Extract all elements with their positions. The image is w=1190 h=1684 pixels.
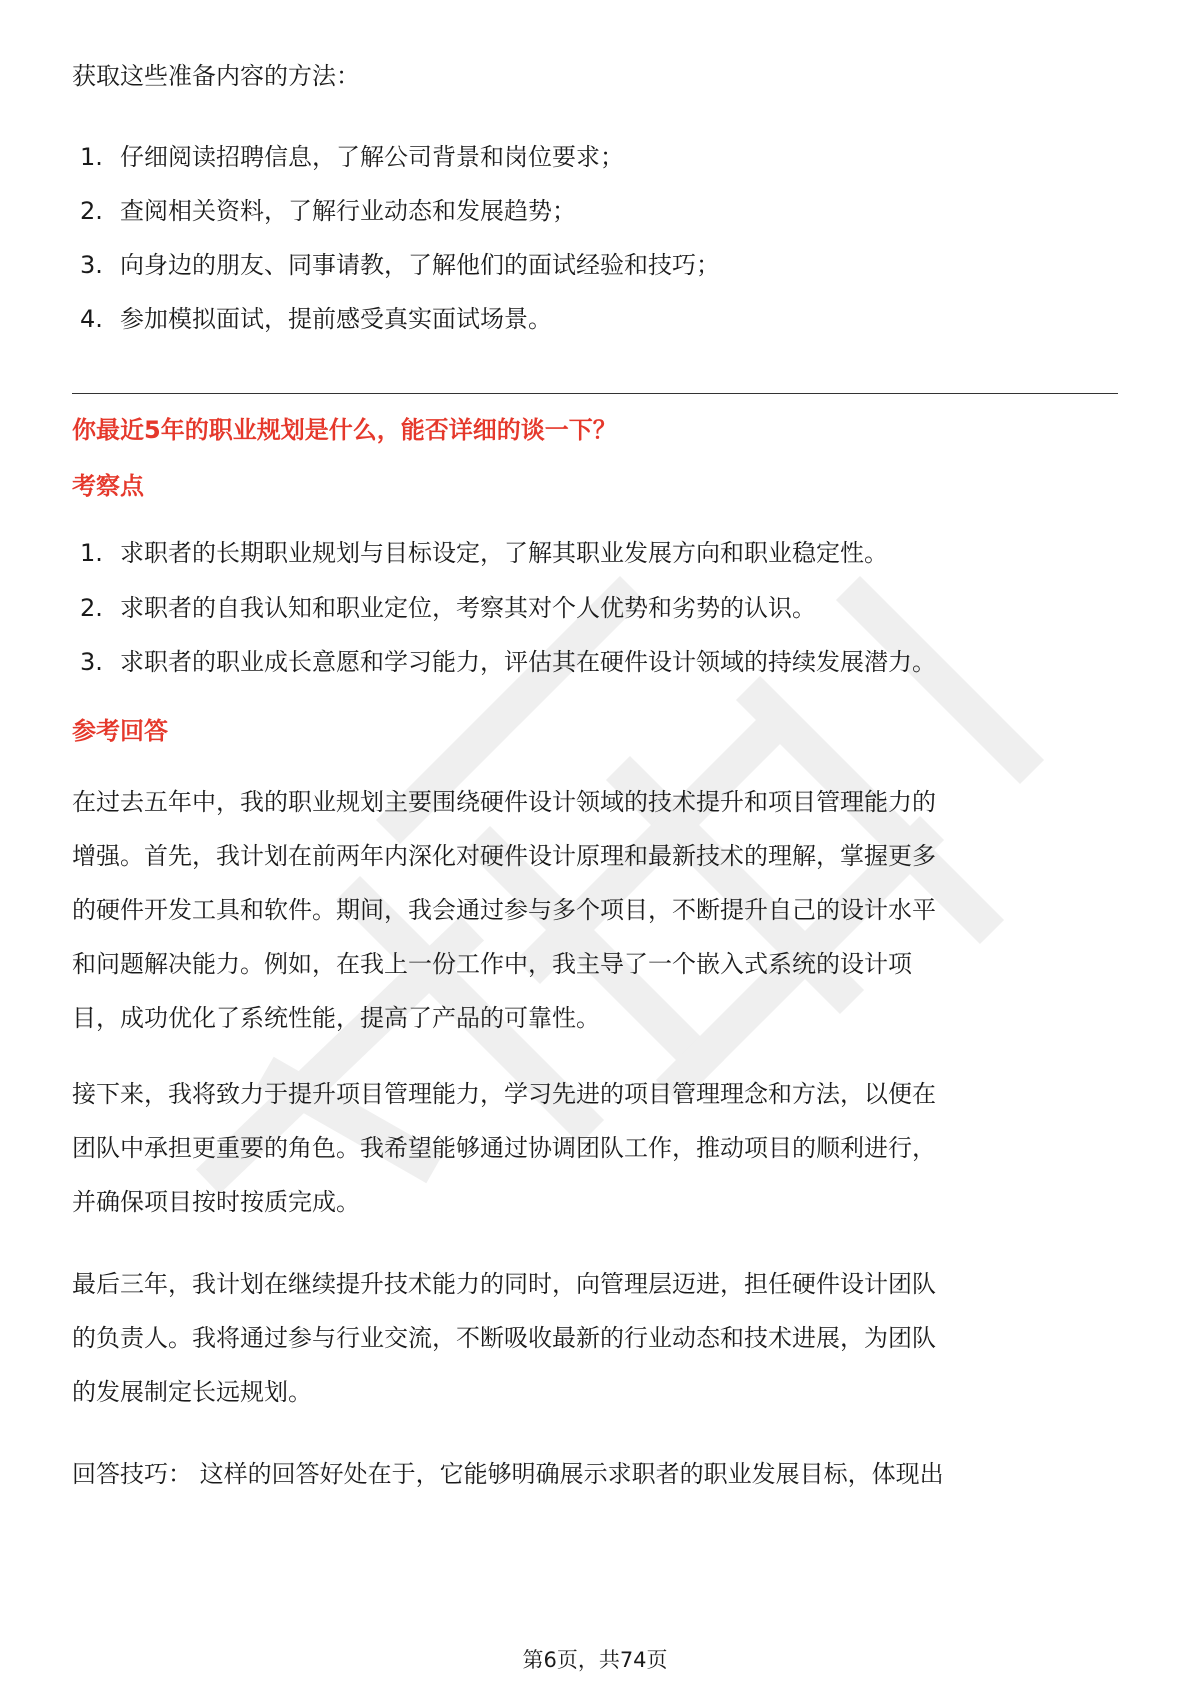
list-number: 3. xyxy=(80,648,103,676)
list-text: 向身边的朋友、同事请教，了解他们的面试经验和技巧； xyxy=(120,251,720,279)
section-divider xyxy=(72,393,1118,394)
list-item xyxy=(80,592,816,624)
answer-tip-line: 回答技巧： 这样的回答好处在于，它能够明确展示求职者的职业发展目标，体现出 xyxy=(72,1460,944,1488)
intro-heading: 获取这些准备内容的方法： xyxy=(72,62,360,90)
list-text: 求职者的自我认知和职业定位，考察其对个人优势和劣势的认识。 xyxy=(120,594,816,622)
list-number: 2. xyxy=(80,594,103,622)
paragraph-line: 在过去五年中，我的职业规划主要围绕硬件设计领域的技术提升和项目管理能力的 xyxy=(72,788,936,816)
list-item xyxy=(80,303,552,335)
list-number: 1. xyxy=(80,143,103,171)
paragraph-line: 并确保项目按时按质完成。 xyxy=(72,1188,360,1216)
list-item xyxy=(80,141,624,173)
answer-heading: 参考回答 xyxy=(72,717,168,745)
paragraph-line: 的发展制定长远规划。 xyxy=(72,1378,312,1406)
list-text: 求职者的职业成长意愿和学习能力，评估其在硬件设计领域的持续发展潜力。 xyxy=(120,648,936,676)
list-item xyxy=(80,249,720,281)
list-text: 参加模拟面试，提前感受真实面试场景。 xyxy=(120,305,552,333)
list-item xyxy=(80,537,888,569)
list-number: 1. xyxy=(80,539,103,567)
paragraph-line: 团队中承担更重要的角色。我希望能够通过协调团队工作，推动项目的顺利进行， xyxy=(72,1134,936,1162)
paragraph-line: 最后三年，我计划在继续提升技术能力的同时，向管理层迈进，担任硬件设计团队 xyxy=(72,1270,936,1298)
paragraph-line: 接下来，我将致力于提升项目管理能力，学习先进的项目管理理念和方法，以便在 xyxy=(72,1080,936,1108)
list-item xyxy=(80,646,936,678)
paragraph-line: 的负责人。我将通过参与行业交流，不断吸收最新的行业动态和技术进展，为团队 xyxy=(72,1324,936,1352)
list-number: 4. xyxy=(80,305,103,333)
list-text: 查阅相关资料，了解行业动态和发展趋势； xyxy=(120,197,576,225)
page-footer: 第6页，共74页 xyxy=(522,1648,668,1672)
list-number: 3. xyxy=(80,251,103,279)
paragraph-line: 和问题解决能力。例如，在我上一份工作中，我主导了一个嵌入式系统的设计项 xyxy=(72,950,912,978)
points-heading: 考察点 xyxy=(72,472,144,500)
paragraph-line: 目，成功优化了系统性能，提高了产品的可靠性。 xyxy=(72,1004,600,1032)
paragraph-line: 增强。首先，我计划在前两年内深化对硬件设计原理和最新技术的理解，掌握更多 xyxy=(72,842,936,870)
question-heading: 你最近5年的职业规划是什么，能否详细的谈一下？ xyxy=(72,416,617,444)
paragraph-line: 的硬件开发工具和软件。期间，我会通过参与多个项目，不断提升自己的设计水平 xyxy=(72,896,936,924)
list-text: 求职者的长期职业规划与目标设定，了解其职业发展方向和职业稳定性。 xyxy=(120,539,888,567)
list-item xyxy=(80,195,576,227)
list-text: 仔细阅读招聘信息，了解公司背景和岗位要求； xyxy=(120,143,624,171)
list-number: 2. xyxy=(80,197,103,225)
